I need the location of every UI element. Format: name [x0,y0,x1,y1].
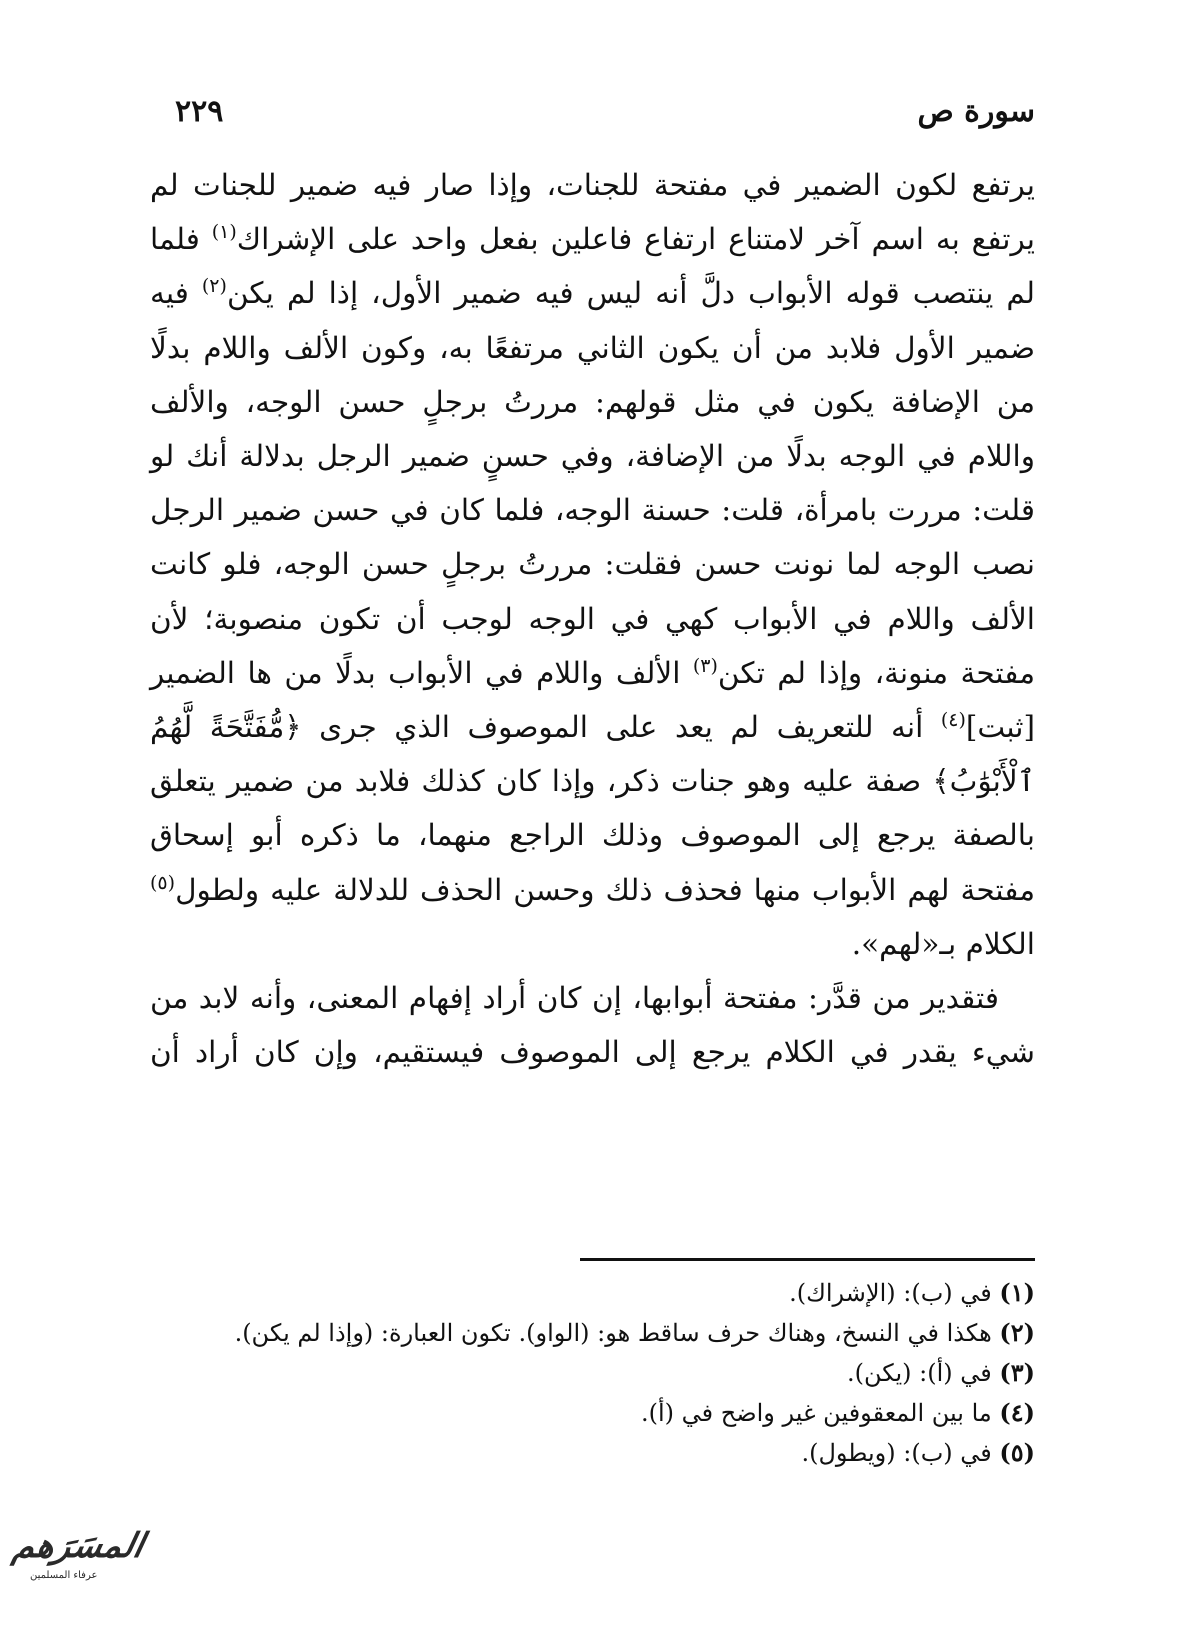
footnote-number: (٢) [999,1318,1035,1347]
paragraph-1 [150,158,1035,971]
footnote-divider [580,1258,1035,1261]
paragraph-1-segment-2a: يرتفع به اسم آخر لامتناع ارتفاع فاعلين بفعل واحد على الإشراك [236,222,1035,257]
footnote-ref-1: (١) [211,221,237,244]
footnote-text: هكذا في النسخ، وهناك حرف ساقط هو: (الواو). تكون العبارة: (وإذا لم يكن). [234,1319,1000,1347]
watermark-logo [9,1518,148,1598]
footnote-text: في (ب): (الإشراك). [789,1279,1000,1307]
paragraph-1-segment-4: الألف واللام في الأبواب بدلًا من ها الضمير [ثبت] [150,655,1035,745]
footnote-5 [135,1433,1035,1473]
page-number: ٢٢٩ [175,94,224,129]
body-text [150,158,1035,1079]
footnote-ref-5: (٥) [150,871,176,894]
watermark-logo-text: المسَرَهم [9,1526,148,1566]
footnote-ref-3: (٣) [692,655,718,677]
footnote-2 [135,1313,1035,1353]
paragraph-1-segment-2b: فلما لم ينتصب قوله الأبواب دلَّ أنه ليس فيه ضمير الأول، إذا لم يكن [150,222,1035,311]
running-head [175,92,1035,142]
paragraph-1-line-1: يرتفع لكون الضمير في مفتحة للجنات، وإذا صار فيه ضمير للجنات لم [150,168,1035,202]
footnote-text: ما بين المعقوفين غير واضح في (أ). [641,1399,1000,1427]
footnote-number: (٥) [999,1438,1035,1467]
paragraph-1-segment-3: فيه ضمير الأول فلابد من أن يكون الثاني مرتفعًا به، وكون الألف واللام بدلًا من الإضافة يكون في مثل قولهم: مررتُ برجلٍ حسن الوجه، والألف واللام في الوجه بدلًا من الإضافة، وفي حسنٍ ضمير الرجل بدلالة أنك لو قلت: مررت بامرأة، قلت: حسنة الوجه، فلما كان في حسن ضمير الرجل نصب الوجه لما نونت حسن فقلت: مررتُ برجلٍ حسن الوجه، فلو كانت الألف واللام في الأبواب كهي في الوجه لوجب أن تكون منصوبة؛ لأن مفتحة منونة، وإذا لم تكن [150,276,1036,690]
paragraph-1-segment-5: أنه للتعريف لم يعد على الموصوف الذي جرى ﴿مُّفَتَّحَةً لَّهُمُ ٱلْأَبْوَٰبُ﴾ صفة عليه وهو جنات ذكر، وإذا كان كذلك فلابد من ضمير يتعلق بالصفة يرجع إلى الموصوف وذلك الراجع منهما، ما ذكره أبو إسحاق مفتحة لهم الأبواب منها فحذف ذلك وحسن الحذف للدلالة عليه ولطول [150,710,1035,907]
footnote-4 [135,1393,1035,1433]
footnote-ref-4: (٤) [940,709,966,732]
footnote-number: (١) [999,1278,1035,1307]
surah-title: سورة ص [917,94,1035,129]
footnote-text: في (أ): (يكن). [846,1359,1000,1387]
footnote-number: (٣) [999,1358,1035,1387]
footnote-3 [135,1353,1035,1393]
footnote-number: (٤) [999,1398,1035,1427]
footnote-text: في (ب): (ويطول). [801,1439,1000,1467]
footnotes [135,1273,1035,1473]
footnote-1 [135,1273,1035,1313]
watermark-logo-subtext: عرفاء المسلمين [30,1570,98,1581]
paragraph-2: فتقدير من قدَّر: مفتحة أبوابها، إن كان أراد إفهام المعنى، وأنه لابد من شيء يقدر في الكلام يرجع إلى الموصوف فيستقيم، وإن كان أراد أن [150,981,1035,1070]
footnote-ref-2: (٢) [201,275,227,298]
paragraph-1-segment-6: الكلام بـ«لهم». [851,926,1035,961]
